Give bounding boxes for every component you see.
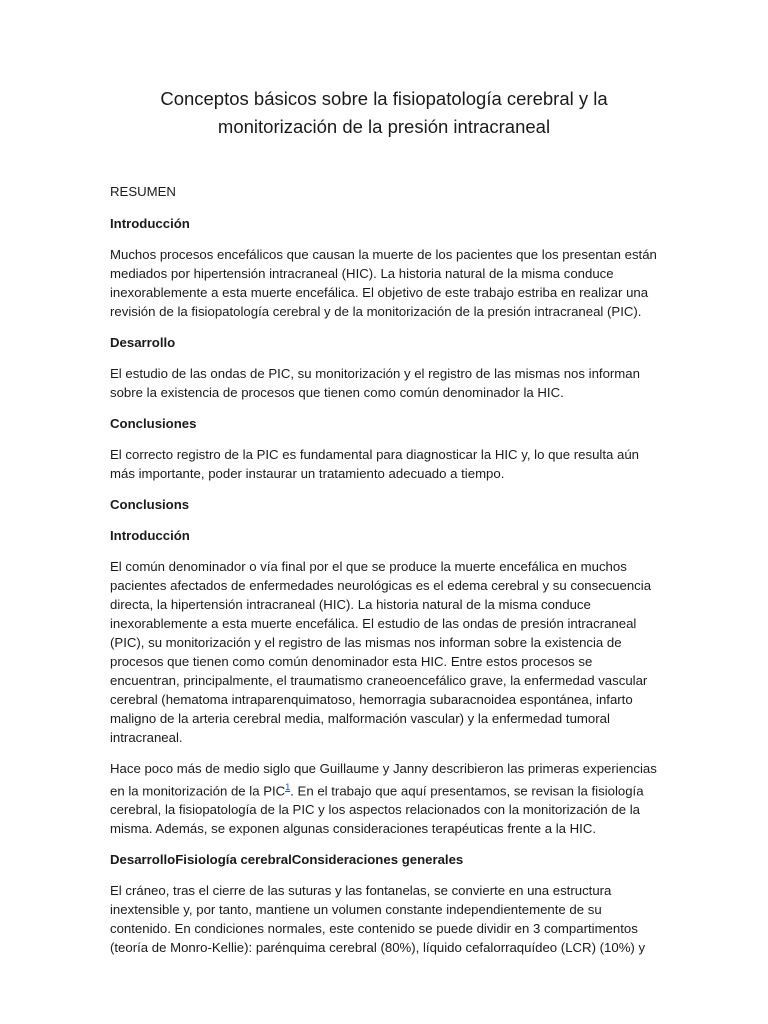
paragraph-craneo: El cráneo, tras el cierre de las suturas y las fontanelas, se convierte en una estructura inextensible y, por tanto, mantiene un volumen constante independientemente de su contenido. En condiciones normales, este contenido se puede dividir en 3 compartimentos (teoría de Monro-Kellie): parénquima cerebral (80%), líquido cefalorraquídeo (LCR) (10%) y (110, 883, 646, 956)
heading-conclusiones: Conclusiones (110, 416, 197, 431)
heading-desarrollo-fisiologia: DesarrolloFisiología cerebralConsideraciones generales (110, 852, 464, 868)
title-line-2: monitorización de la presión intracraneal (217, 116, 551, 137)
document-body (110, 182, 662, 969)
heading-desarrollo: Desarrollo (110, 335, 176, 350)
paragraph-conclusiones: El correcto registro de la PIC es fundamental para diagnosticar la HIC y, lo que resulta aún más importante, poder instaurar un tratamiento adecuado a tiempo. (110, 447, 639, 481)
heading-introduccion: Introducción (110, 216, 190, 231)
resumen-label: RESUMEN (110, 184, 176, 199)
heading-conclusions: Conclusions (110, 497, 190, 512)
heading-introduccion-2: Introducción (110, 528, 190, 543)
paragraph-introduccion-2: El común denominador o vía final por el que se produce la muerte encefálica en muchos pacientes afectados de enfermedades neurológicas es el edema cerebral y su consecuencia directa, la hipertensión intracraneal (HIC). La historia natural de la misma conduce inexorablemente a esta muerte encefálica. El estudio de las ondas de presión intracraneal (PIC), su monitorización y el registro de las mismas nos informan sobre la existencia de procesos que tienen como común denominador esta HIC. Entre estos procesos se encuentran, principalmente, el traumatismo craneoencefálico grave, la enfermedad vascular cerebral (hematoma intraparenquimatoso, hemorragia subaracnoidea espontánea, infarto maligno de la arteria cerebral media, malformación vascular) y la enfermedad tumoral intracraneal. (110, 559, 652, 745)
reference-link-1[interactable]: 1 (285, 782, 291, 792)
paragraph-historia (110, 759, 662, 838)
paragraph-historia-part-b: . En el trabajo que aquí presentamos, se revisan la fisiología cerebral, la fisiopatología de la PIC y los aspectos relacionados con la monitorización de la misma. Además, se exponen algunas consideraciones terapéuticas frente a la HIC. (110, 783, 644, 837)
document-title (90, 85, 678, 141)
paragraph-historia-part-a: Hace poco más de medio siglo que Guillaume y Janny describieron las primeras experiencias en la monitorización de la PIC (110, 761, 657, 799)
paragraph-introduccion: Muchos procesos encefálicos que causan la muerte de los pacientes que los presentan están mediados por hipertensión intracraneal (HIC). La historia natural de la misma conduce inexorablemente a esta muerte encefálica. El objetivo de este trabajo estriba en realizar una revisión de la fisiopatología cerebral y de la monitorización de la presión intracraneal (PIC). (110, 247, 657, 319)
paragraph-desarrollo: El estudio de las ondas de PIC, su monitorización y el registro de las mismas nos informan sobre la existencia de procesos que tienen como común denominador la HIC. (110, 366, 640, 400)
title-line-1: Conceptos básicos sobre la fisiopatología cerebral y la (160, 88, 608, 109)
